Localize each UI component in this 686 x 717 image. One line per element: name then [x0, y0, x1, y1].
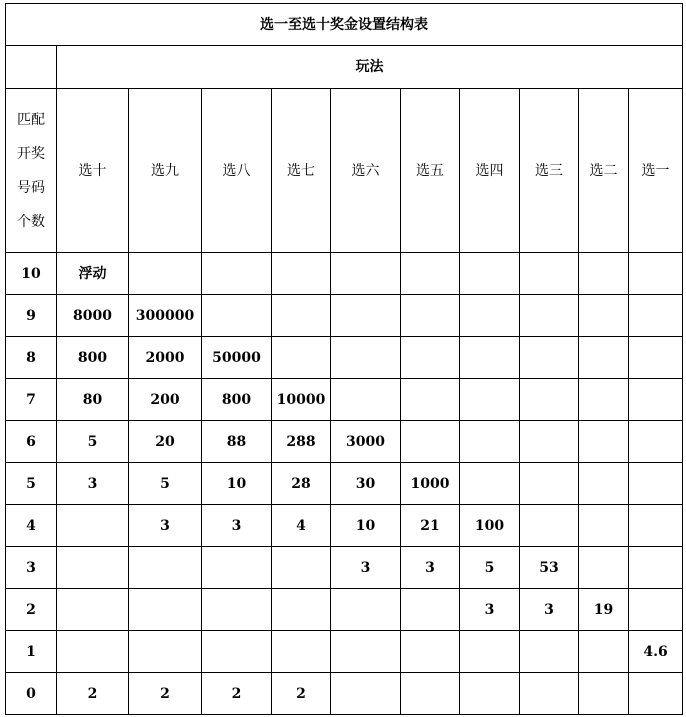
- column-header: 选四: [460, 89, 520, 253]
- match-count-header-line: 个数: [17, 213, 45, 230]
- prize-cell: [629, 547, 683, 589]
- table-row: [6, 547, 683, 589]
- prize-cell: 3: [57, 463, 129, 505]
- prize-cell: [520, 505, 579, 547]
- prize-cell: 8000: [57, 295, 129, 337]
- prize-cell: [460, 337, 520, 379]
- match-count-header-line: 开奖: [17, 145, 45, 162]
- prize-cell: [460, 421, 520, 463]
- prize-cell: 10000: [272, 379, 331, 421]
- prize-cell: [272, 253, 331, 295]
- prize-cell: 3: [129, 505, 202, 547]
- table-title: 选一至选十奖金设置结构表: [6, 4, 683, 46]
- prize-cell: [401, 379, 460, 421]
- match-count-cell: 0: [6, 673, 57, 715]
- prize-cell: [579, 337, 629, 379]
- prize-cell: 3: [401, 547, 460, 589]
- prize-cell: [579, 547, 629, 589]
- table-row: [6, 505, 683, 547]
- prize-cell: 20: [129, 421, 202, 463]
- prize-cell: [331, 337, 401, 379]
- prize-cell: [401, 673, 460, 715]
- prize-cell: [460, 463, 520, 505]
- prize-cell: 80: [57, 379, 129, 421]
- prize-cell: [57, 547, 129, 589]
- prize-cell: [579, 295, 629, 337]
- prize-cell: [579, 463, 629, 505]
- match-count-cell: 6: [6, 421, 57, 463]
- column-header: 选六: [331, 89, 401, 253]
- prize-cell: [460, 379, 520, 421]
- prize-cell: [579, 253, 629, 295]
- prize-cell: [57, 631, 129, 673]
- prize-cell: [460, 295, 520, 337]
- prize-cell: [460, 673, 520, 715]
- prize-cell: [460, 253, 520, 295]
- prize-cell: [272, 337, 331, 379]
- table-row: [6, 295, 683, 337]
- prize-cell: 浮动: [57, 253, 129, 295]
- match-count-cell: 7: [6, 379, 57, 421]
- prize-cell: 100: [460, 505, 520, 547]
- prize-cell: 3: [460, 589, 520, 631]
- prize-cell: 2000: [129, 337, 202, 379]
- prize-cell: [520, 673, 579, 715]
- column-header: 选三: [520, 89, 579, 253]
- prize-cell: [520, 421, 579, 463]
- prize-cell: [272, 295, 331, 337]
- table-row: [6, 673, 683, 715]
- prize-cell: [331, 673, 401, 715]
- prize-cell: [401, 589, 460, 631]
- match-count-cell: 4: [6, 505, 57, 547]
- prize-cell: [401, 337, 460, 379]
- prize-cell: [629, 295, 683, 337]
- prize-cell: [520, 295, 579, 337]
- prize-structure-table: [5, 3, 683, 715]
- prize-cell: [520, 253, 579, 295]
- prize-cell: [629, 463, 683, 505]
- prize-cell: [202, 589, 272, 631]
- prize-cell: [460, 631, 520, 673]
- match-count-cell: 9: [6, 295, 57, 337]
- prize-cell: 5: [57, 421, 129, 463]
- prize-cell: [520, 631, 579, 673]
- prize-cell: 800: [57, 337, 129, 379]
- prize-cell: [272, 547, 331, 589]
- prize-cell: [629, 421, 683, 463]
- prize-cell: [579, 421, 629, 463]
- prize-cell: 3000: [331, 421, 401, 463]
- prize-cell: 5: [460, 547, 520, 589]
- match-count-cell: 1: [6, 631, 57, 673]
- prize-cell: 28: [272, 463, 331, 505]
- prize-cell: 2: [202, 673, 272, 715]
- prize-cell: [202, 295, 272, 337]
- prize-cell: [520, 337, 579, 379]
- prize-cell: [401, 253, 460, 295]
- prize-cell: [129, 631, 202, 673]
- column-header: 选八: [202, 89, 272, 253]
- prize-cell: 4: [272, 505, 331, 547]
- prize-cell: [401, 631, 460, 673]
- prize-cell: [579, 673, 629, 715]
- match-count-header-line: 号码: [17, 179, 45, 196]
- prize-cell: 53: [520, 547, 579, 589]
- table-row: [6, 421, 683, 463]
- prize-cell: [579, 631, 629, 673]
- play-group-header: 玩法: [57, 46, 683, 89]
- prize-cell: [202, 547, 272, 589]
- corner-cell: [6, 46, 57, 89]
- prize-cell: [331, 631, 401, 673]
- prize-cell: [129, 253, 202, 295]
- column-header: 选七: [272, 89, 331, 253]
- column-header: 选九: [129, 89, 202, 253]
- prize-cell: 4.6: [629, 631, 683, 673]
- match-count-cell: 8: [6, 337, 57, 379]
- prize-cell: [520, 379, 579, 421]
- table-row: [6, 379, 683, 421]
- prize-cell: [629, 337, 683, 379]
- prize-cell: [629, 505, 683, 547]
- prize-cell: [331, 253, 401, 295]
- match-count-cell: 10: [6, 253, 57, 295]
- prize-cell: 10: [331, 505, 401, 547]
- prize-cell: [57, 505, 129, 547]
- prize-cell: [272, 589, 331, 631]
- prize-cell: 50000: [202, 337, 272, 379]
- prize-cell: [331, 379, 401, 421]
- prize-cell: 30: [331, 463, 401, 505]
- prize-cell: 5: [129, 463, 202, 505]
- table-row: [6, 631, 683, 673]
- prize-cell: [331, 295, 401, 337]
- prize-cell: 200: [129, 379, 202, 421]
- prize-cell: [401, 295, 460, 337]
- column-header: 选二: [579, 89, 629, 253]
- prize-cell: 3: [331, 547, 401, 589]
- prize-cell: [629, 673, 683, 715]
- prize-cell: [579, 379, 629, 421]
- prize-cell: [629, 379, 683, 421]
- prize-cell: [331, 589, 401, 631]
- prize-cell: [272, 631, 331, 673]
- prize-cell: [129, 589, 202, 631]
- prize-cell: 3: [520, 589, 579, 631]
- prize-cell: 1000: [401, 463, 460, 505]
- prize-cell: [202, 253, 272, 295]
- prize-cell: 800: [202, 379, 272, 421]
- prize-cell: [629, 253, 683, 295]
- prize-cell: 2: [57, 673, 129, 715]
- prize-cell: [202, 631, 272, 673]
- prize-cell: 3: [202, 505, 272, 547]
- table-row: [6, 589, 683, 631]
- match-count-cell: 5: [6, 463, 57, 505]
- prize-cell: [401, 421, 460, 463]
- table-row: [6, 337, 683, 379]
- prize-cell: [520, 463, 579, 505]
- prize-cell: [629, 589, 683, 631]
- prize-cell: [579, 505, 629, 547]
- prize-cell: 2: [272, 673, 331, 715]
- table-row: [6, 463, 683, 505]
- prize-cell: 288: [272, 421, 331, 463]
- match-count-cell: 3: [6, 547, 57, 589]
- match-count-header: [6, 89, 57, 253]
- prize-cell: [57, 589, 129, 631]
- prize-cell: 300000: [129, 295, 202, 337]
- prize-cell: 88: [202, 421, 272, 463]
- prize-cell: 2: [129, 673, 202, 715]
- match-count-header-line: 匹配: [17, 111, 45, 128]
- table-row: [6, 253, 683, 295]
- column-header: 选一: [629, 89, 683, 253]
- prize-cell: 19: [579, 589, 629, 631]
- column-header: 选十: [57, 89, 129, 253]
- prize-cell: 21: [401, 505, 460, 547]
- prize-cell: 10: [202, 463, 272, 505]
- column-header: 选五: [401, 89, 460, 253]
- prize-cell: [129, 547, 202, 589]
- match-count-cell: 2: [6, 589, 57, 631]
